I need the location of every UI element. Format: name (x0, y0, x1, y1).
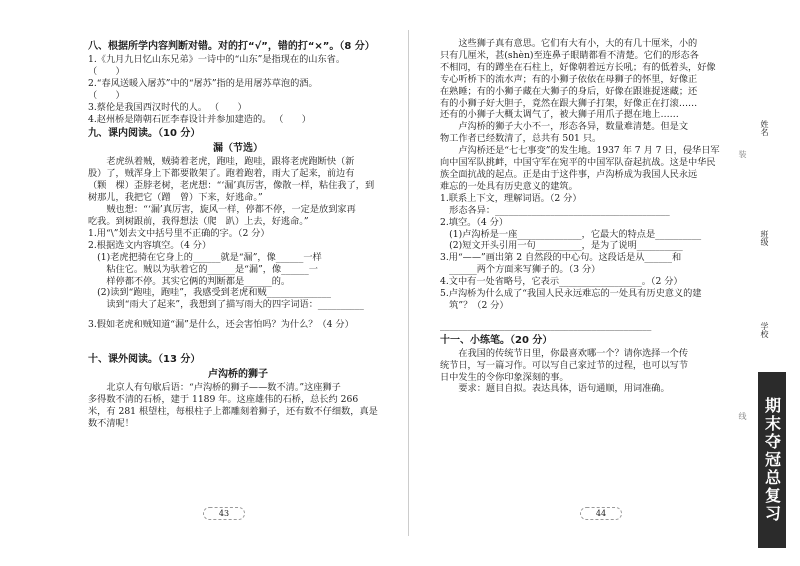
text-line: 3.蔡伦是我国西汉时代的人。 （ ） (88, 101, 247, 113)
text-line: 2.根据选文内容填空。（4 分） (88, 239, 212, 251)
text-line: 要求：题目自拟。表达具体，语句通顺，用词准确。 (440, 383, 670, 395)
text-line (88, 331, 388, 351)
text-line: 专心听桥下的流水声；有的小狮子依依在母狮子的怀里，好像正 (440, 73, 698, 85)
text-line: 老虎纵着贼，贼骑着老虎，跑哇，跑哇，跟将老虎跑断快（新 (88, 156, 355, 168)
text-line: 有的小狮子好大胆子，竟然在跟大狮子打架，好像正在打滚…… (440, 97, 698, 109)
passage-title: 卢沟桥的狮子 (208, 369, 268, 381)
text-line: 1.用“\”划去文中括号里不正确的字。（2 分） (88, 227, 270, 239)
text-line: 筑”？（2 分） (440, 299, 509, 311)
text-line: 物工作者已经数清了，总共有 501 只。 (440, 133, 602, 145)
text-line: 卢沟桥的狮子大小不一，形态各异，数量难清楚。但是文 (440, 121, 689, 133)
text-line: 贼也想：“‘漏’真厉害，旋风一样，停都不停，一定是放到家再 (88, 204, 356, 216)
text-line: (2)读到“跑哇，跑哇”，我感受到老虎和贼______________ (88, 287, 331, 299)
text-line: 5.卢沟桥为什么成了“我国人民永远难忘的一处具有历史意义的建 (440, 288, 702, 300)
page-fold-line (408, 30, 409, 536)
text-line: 4.文中有一处省略号，它表示__________________。（2 分） (440, 276, 683, 288)
section-heading: 十、课外阅读。（13 分） (88, 354, 201, 366)
text-line: (1)老虎把骑在它身上的______就是“漏”，像______一样 (88, 251, 322, 263)
page-number-left: 43 (203, 507, 245, 520)
text-line: 样停都不停。其实它俩的判断都是______的。 (88, 275, 291, 287)
text-line: 4.赵州桥是隋朝石匠李春设计并参加建造的。 （ ） (88, 113, 311, 125)
text-line: 1.《九月九日忆山东兄弟》一诗中的“山东”是指现在的山东省。 (88, 54, 346, 65)
text-line: （ ） (88, 89, 125, 101)
text-line: 3.假如老虎和贼知道“漏”是什么，还会害怕吗？为什么？（4 分） (88, 319, 354, 331)
text-line: 树那儿，我把它（蹭 曾）下来，好逃命。” (88, 192, 263, 204)
text-line: 股）了，贼浑身上下都要散架了。跑着跑着，雨大了起来，前边有 (88, 168, 355, 180)
text-line: 3.用“——”画出第 2 自然段的中心句。这段话是从______和 (440, 252, 682, 264)
text-line: 卢沟桥还是“七七事变”的发生地。1937 年 7 月 7 日，侵华日军 (440, 145, 720, 157)
text-line: (1)卢沟桥是一座______________，它最大的特点是__________ (440, 228, 702, 240)
text-line: 只有几厘米，甚(shèn)至连鼻子眼睛都看不清楚。它们的形态各 (440, 49, 699, 61)
text-line: 统节日，写一篇习作。可以写自己家过节的过程，也可以写节 (440, 359, 689, 371)
text-line (440, 312, 740, 320)
brand-banner: 期末夺冠总复习 (758, 372, 786, 548)
text-line: 吃我。到树跟前，我得想法（爬 趴）上去，好逃命。” (88, 215, 309, 227)
text-line: 1.联系上下文，理解词语。（2 分） (440, 192, 582, 204)
text-line: 米，有 281 根望柱，每根柱子上都雕刻着狮子，还有数不仔细数，真是 (88, 405, 378, 417)
section-heading: 十一、小练笔。（20 分） (440, 334, 553, 346)
left-page (88, 38, 388, 430)
text-line: 多得数不清的石桥，建于 1189 年。这座雄伟的石桥，总长约 266 (88, 394, 359, 406)
class-label: 班级 (760, 230, 769, 246)
right-page (440, 38, 740, 395)
passage-title: 漏（节选） (213, 143, 263, 155)
text-line: ______两个方面来写狮子的。（3 分） (440, 264, 601, 276)
section-heading: 八、根据所学内容判断对错。对的打“√”，错的打“×”。（8 分） (88, 41, 375, 52)
text-line: 2.填空。（4 分） (440, 216, 509, 228)
text-line: 这些狮子真有意思。它们有大有小，大的有几十厘米，小的 (440, 38, 698, 49)
text-line: (2)短文开头引用一句__________，是为了说明__________ (440, 240, 683, 252)
name-label: 姓名 (760, 120, 769, 136)
text-line: 向中国军队挑衅，中国守军在宛平的中国军队奋起抗战。这是中华民 (440, 157, 716, 169)
page-number-right: 44 (580, 507, 622, 520)
text-line: 不相同，有的蹲坐在石柱上，好像朝着远方长吼；有的低着头，好像 (440, 61, 716, 73)
text-line: 2.“春风送暖入屠苏”中的“屠苏”指的是用屠苏草泡的酒。 (88, 77, 318, 89)
school-label: 学校 (760, 322, 769, 338)
text-line: 难忘的一处具有历史意义的建筑。 (440, 180, 578, 192)
text-line: （颗 棵）歪脖老树，老虎想：“‘漏’真厉害，像散一样，粘住我了，到 (88, 180, 375, 192)
text-line: 在熟睡；有的小狮子藏在大狮子的身后，好像在跟谁捉迷藏；还 (440, 85, 698, 97)
text-line: 在我国的传统节日里，你最喜欢哪一个？请你选择一个传 (440, 347, 689, 359)
text-line (88, 311, 388, 319)
text-line: 还有的小狮子大概太调气了，被大狮子用爪子摁在地上…… (440, 109, 679, 121)
text-line: 读到“雨大了起来”，我想到了描写雨大的四字词语：__________ (88, 299, 364, 311)
text-line: （ ） (88, 65, 125, 77)
section-heading: 九、课内阅读。（10 分） (88, 128, 201, 140)
text-line: 日中发生的令你印象深刻的事。 (440, 371, 569, 383)
text-line: 北京人有句歇后语：“卢沟桥的狮子——数不清。”这座狮子 (88, 382, 341, 394)
text-line: 形态各异：______________________________________ (440, 204, 670, 216)
line-label: 线 (738, 412, 747, 420)
fold-label: 装 (738, 150, 747, 158)
text-line: 粘住它。贼以为驮着它的______是“漏”，像______一 (88, 263, 318, 275)
text-line: 数不清呢！ (88, 417, 134, 429)
text-line: 族全面抗战的起点。正是由于这件事，卢沟桥成为我国人民永远 (440, 168, 698, 180)
text-line: ______________________________________________ (440, 319, 652, 331)
